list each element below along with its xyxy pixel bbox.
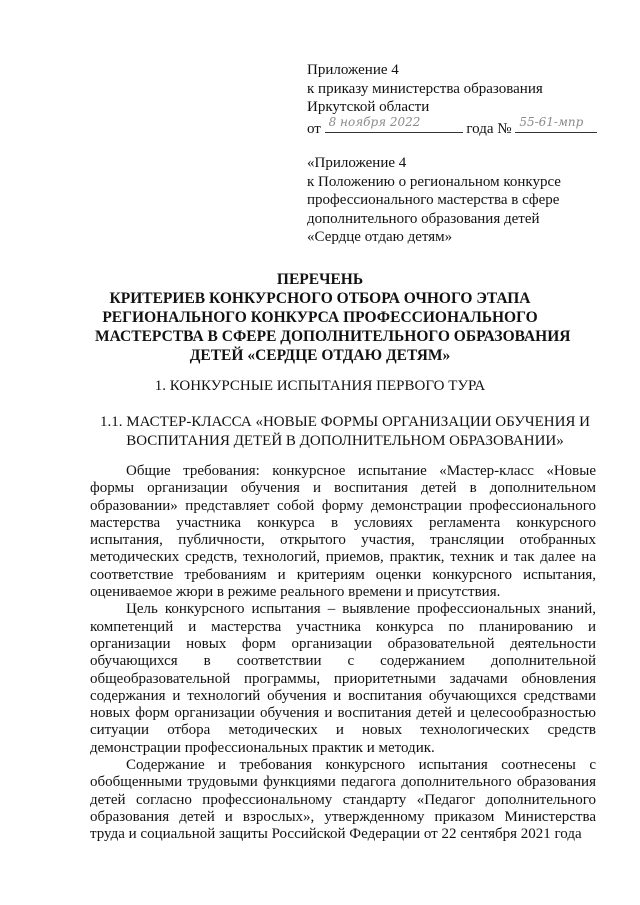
annex-regulation-line-2: к Положению о региональном конкурсе	[307, 173, 561, 190]
title-line-3: РЕГИОНАЛЬНОГО КОНКУРСА ПРОФЕССИОНАЛЬНОГО	[102, 309, 538, 326]
handwritten-date: 8 ноября 2022	[328, 115, 421, 129]
annex-from-label: от	[307, 120, 321, 137]
handwritten-number-field	[515, 117, 597, 133]
annex-regulation-header	[307, 154, 607, 247]
paragraph-general-requirements: Общие требования: конкурсное испытание «Мастер-класс «Новые формы организации обучения и воспитания детей в дополнительном образовании» представляет собой форму демонстрации профессионального мастерства участника конкурса в условиях регламента конкурсного испытания, публичности, открытого участия, трансляции отобранных методических средств, технологий, приемов, практик, техник и так далее на соответствие требованиям и критериям оценки конкурсного испытания, оцениваемое жюри в режиме реального времени и присутствия.	[90, 463, 596, 601]
title-line-2: КРИТЕРИЕВ КОНКУРСНОГО ОТБОРА ОЧНОГО ЭТАПА	[109, 290, 531, 307]
annex-header	[307, 61, 607, 138]
title-line-1: ПЕРЕЧЕНЬ	[276, 271, 364, 288]
annex-regulation-line-3: профессионального мастерства в сфере	[307, 192, 560, 208]
annex-line-1: Приложение 4	[307, 62, 399, 78]
subsection-heading	[78, 413, 612, 451]
annex-line-3: Иркутской области	[307, 99, 430, 115]
document-body	[90, 463, 596, 844]
annex-line-2: к приказу министерства образования	[307, 80, 543, 97]
subsection-heading-line-2: ВОСПИТАНИЯ ДЕТЕЙ В ДОПОЛНИТЕЛЬНОМ ОБРАЗОВАНИИ»	[126, 433, 564, 449]
subsection-heading-line-1: 1.1. МАСТЕР-КЛАССА «НОВЫЕ ФОРМЫ ОРГАНИЗАЦИИ ОБУЧЕНИЯ И	[100, 414, 590, 430]
annex-regulation-line-1: «Приложение 4	[307, 155, 407, 171]
handwritten-number: 55-61-мпр	[519, 115, 584, 129]
paragraph-content: Содержание и требования конкурсного испытания соотнесены с обобщенными трудовыми функциями педагога дополнительного образования детей согласно профессиональному стандарту «Педагог дополнительного образования детей и взрослых», утвержденному приказом Министерства труда и социальной защиты Российской Федерации от 22 сентября 2021 года	[90, 757, 596, 843]
title-line-5: ДЕТЕЙ «СЕРДЦЕ ОТДАЮ ДЕТЯМ»	[189, 347, 451, 364]
document-title	[95, 270, 571, 365]
annex-date-line	[307, 117, 607, 139]
handwritten-date-field	[325, 117, 463, 133]
title-line-4: МАСТЕРСТВА В СФЕРЕ ДОПОЛНИТЕЛЬНОГО ОБРАЗОВАНИЯ	[95, 328, 571, 345]
annex-regulation-line-5: «Сердце отдаю детям»	[307, 229, 453, 245]
annex-regulation-line-4: дополнительного образования детей	[307, 210, 540, 227]
annex-year-label: года №	[466, 120, 512, 137]
section-heading: 1. КОНКУРСНЫЕ ИСПЫТАНИЯ ПЕРВОГО ТУРА	[154, 378, 486, 394]
paragraph-goal: Цель конкурсного испытания – выявление профессиональных знаний, компетенций и мастерства участника конкурса по планированию и организации новых форм организации образовательной деятельности обучающихся в соответствии с содержанием дополнительной общеобразовательной программы, приоритетными задачами обновления содержания и технологий обучения и воспитания обучающихся средствами новых форм организации обучения и воспитания детей и целесообразностью ситуации отбора методических и новых технологических средств демонстрации профессиональных практик и методик.	[90, 601, 596, 756]
